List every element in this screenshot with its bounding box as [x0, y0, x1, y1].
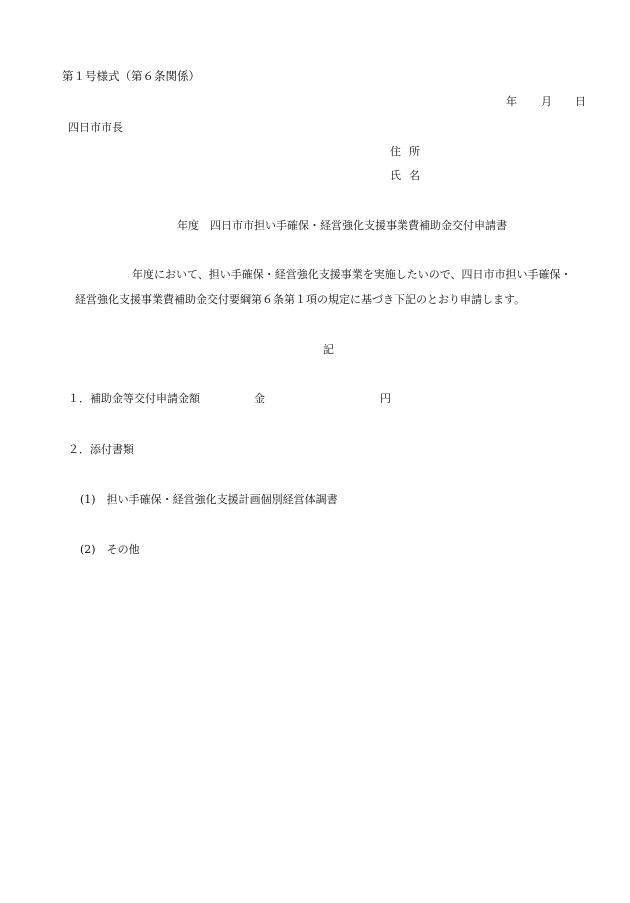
date-year-label: 年: [506, 95, 517, 108]
item-2-label: ２．添付書類: [68, 443, 134, 456]
applicant-address-label: 住所: [390, 145, 428, 158]
item-1-yen-label: 円: [380, 392, 391, 405]
ki-heading: 記: [323, 343, 334, 356]
document-title: 年度 四日市市担い手確保・経営強化支援事業費補助金交付申請書: [177, 219, 507, 232]
addressee: 四日市市長: [68, 121, 123, 134]
item-1-label: １．補助金等交付申請金額: [68, 392, 200, 405]
item-1-kin-label: 金: [254, 392, 265, 405]
attachment-item-1: (1) 担い手確保・経営強化支援計画個別経営体調書: [80, 493, 338, 506]
date-day-label: 日: [575, 95, 586, 108]
date-month-label: 月: [541, 95, 552, 108]
attachment-item-2: (2) その他: [80, 543, 140, 556]
form-number: 第１号様式（第６条関係）: [62, 69, 200, 83]
body-text-line-1: 年度において、担い手確保・経営強化支援事業を実施したいので、四日市市担い手確保・: [132, 268, 572, 281]
body-text-line-2: 経営強化支援事業費補助金交付要綱第６条第１項の規定に基づき下記のとおり申請します。: [75, 293, 526, 306]
applicant-name-label: 氏名: [390, 169, 428, 182]
